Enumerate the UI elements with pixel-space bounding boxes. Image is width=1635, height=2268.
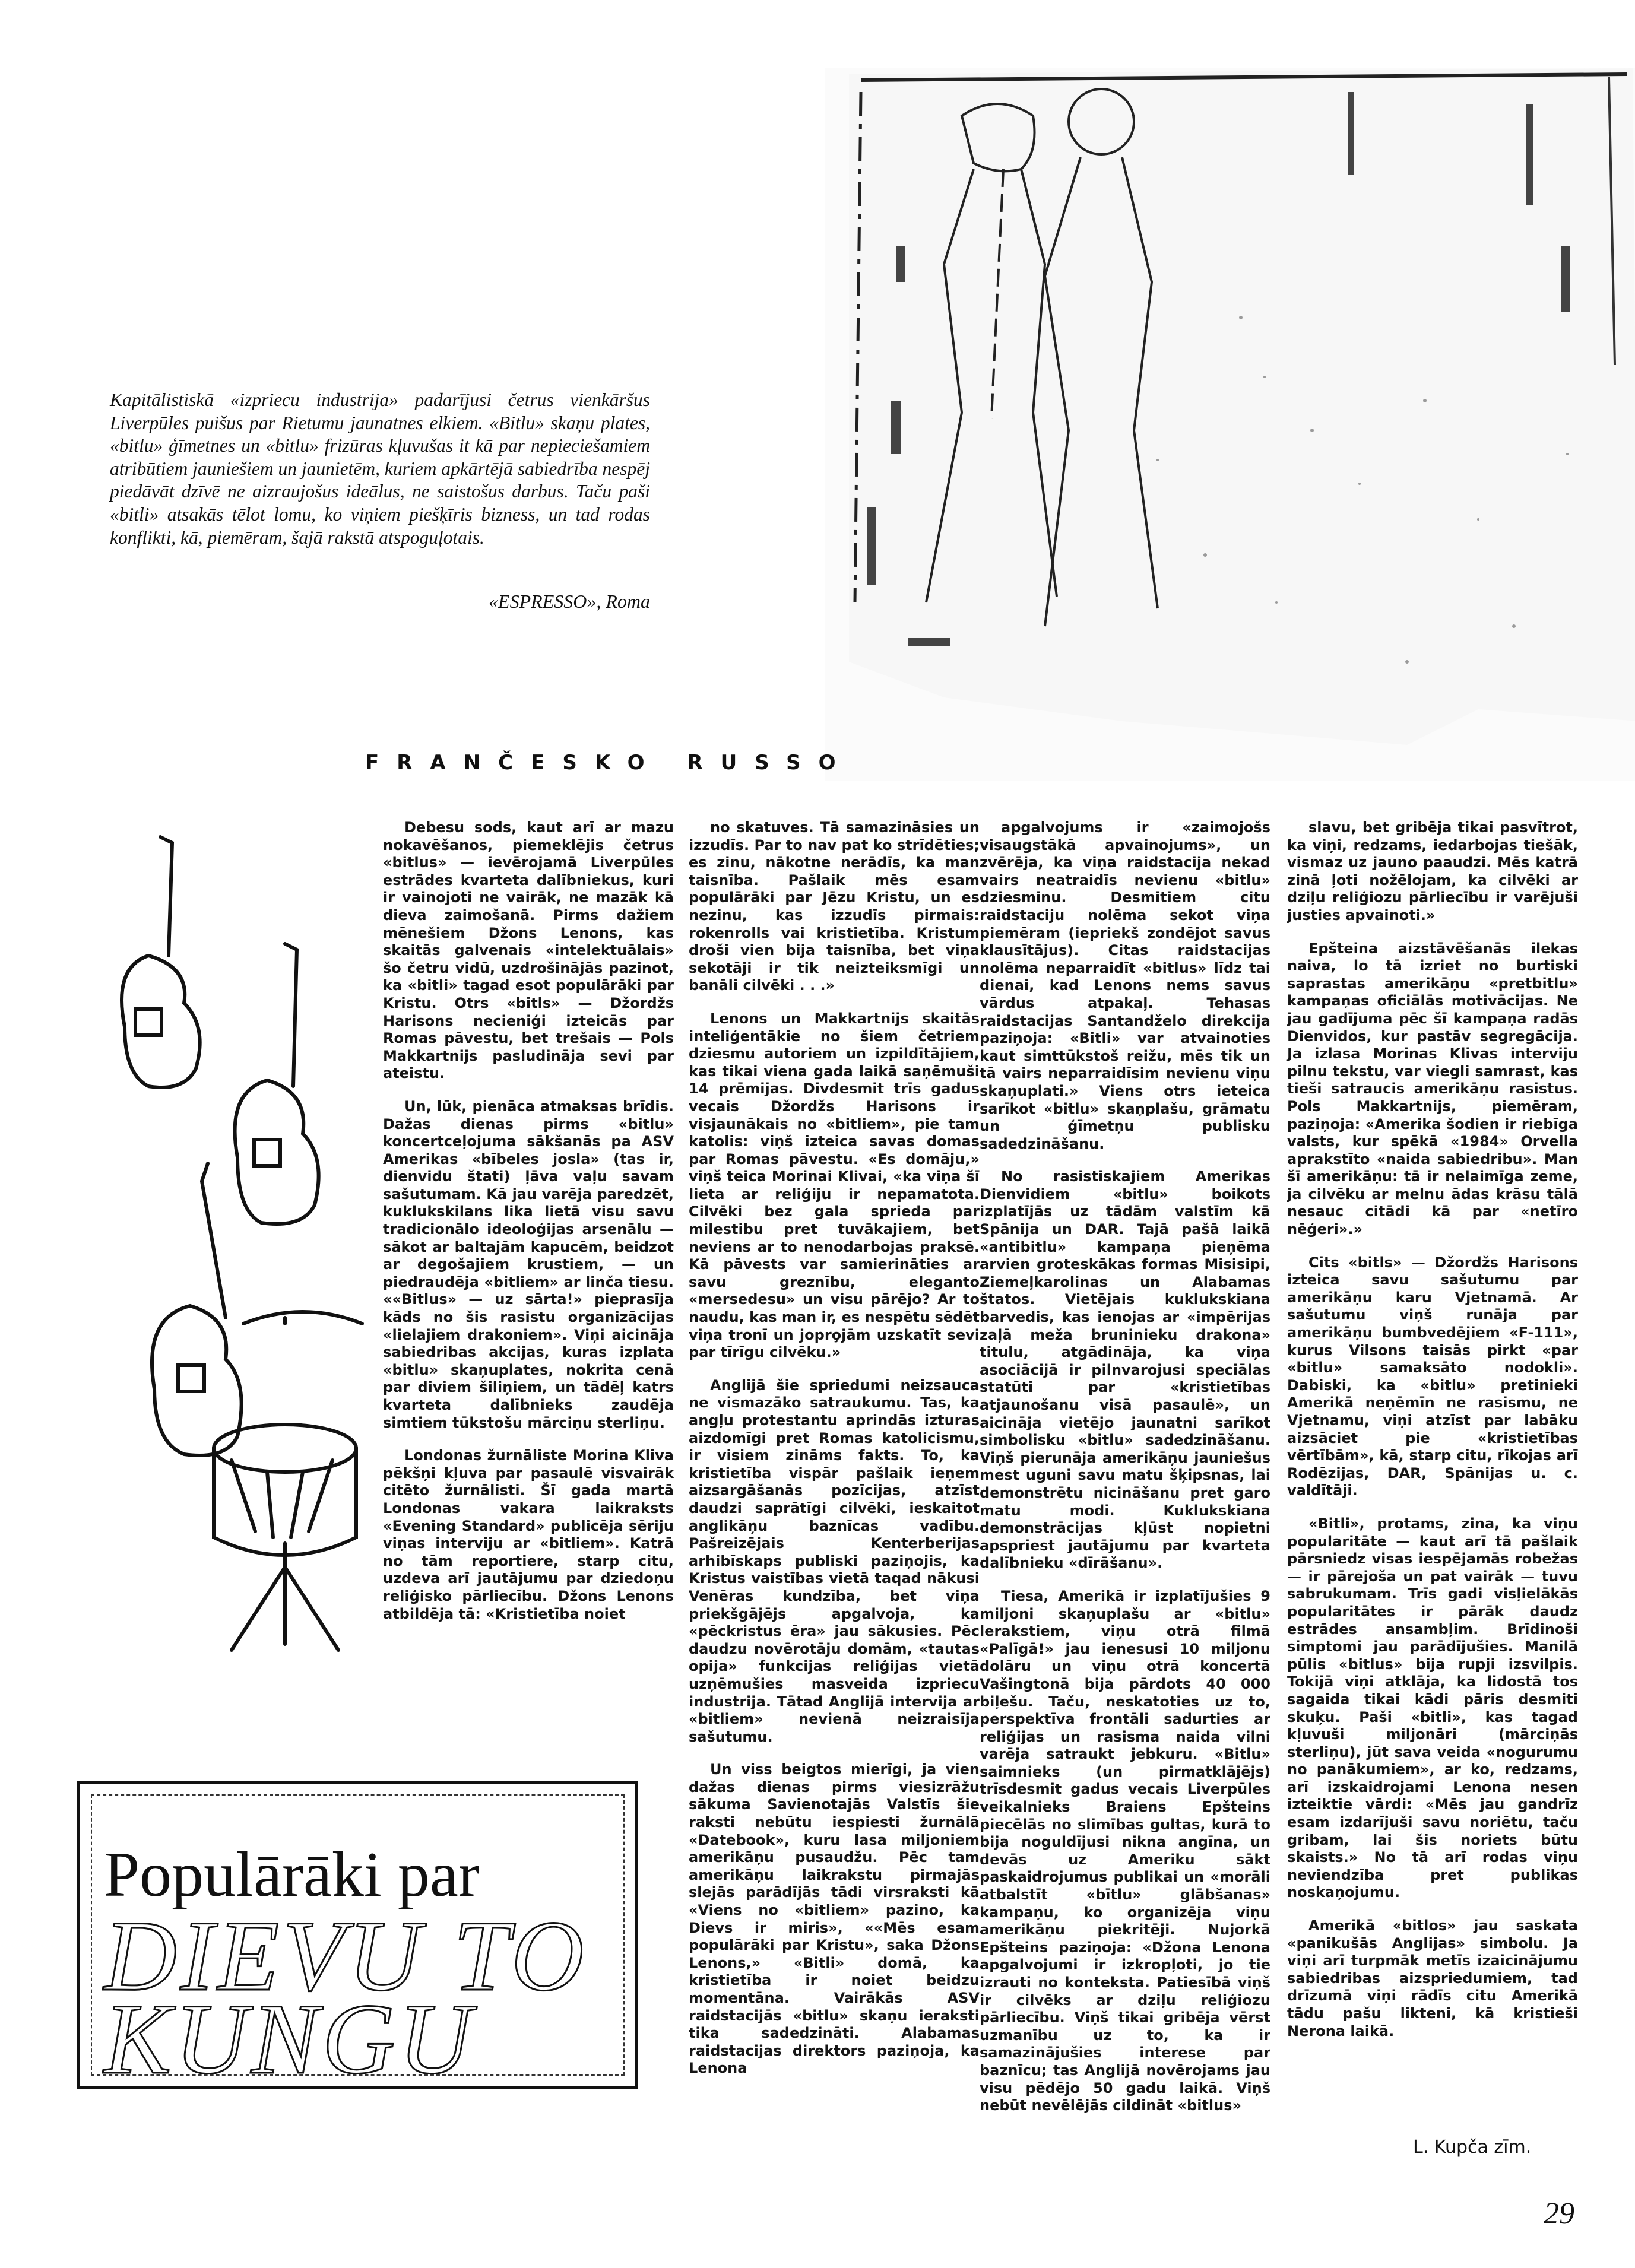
article-column-1: [383, 819, 674, 1623]
paragraph: Un viss beigtos mierīgi, ja vien dažas dienas pirms viesizrāžu sākuma Savienotajās Valstīs šie raksti nebūtu iespiesti žurnālā «Datebook», kuru lasa miljoniem amerikāņu pusaudžu. Pēc tam amerikāņu laikrakstu pirmajās slejās parādījās tādi virsraksti kā «Viens no «bitliem» pazino, ka Dievs ir miris», ««Mēs esam populārāki par Kristu», saka Džons Lenons,» «Bitli» domā, ka kristietība ir noiet beidzu momentāna. Vairākās ASV raidstacijās «bitlu» skaņu ieraksti tika sadedzināti. Alabamas raidstacijas direktors paziņoja, ka Lenona: [689, 1761, 980, 2077]
paragraph: apgalvojums ir «zaimojošs visaugstākā apvainojums», un zvērēja, ka viņa raidstacija nekad vairs neatraidīs nevienu «bitlu» dziesminu. Desmitiem citu raidstaciju nolēma sekot viņa piemēram (iepriekš zondējot savus klausītājus). Citas raidstacijas nolēma neparraidīt «bitlus» līdz tai dienai, kad Lenons nems savus vārdus atpakaļ. Tehasas raidstacijas Santandželo direkcija paziņoja: «Bitli» var atvainoties kaut simttūkstoš reižu, mēs tik un tā vairs neparraidīsim nevienu viņu skaņuplati.» Viens otrs ieteica sarīkot «bitlu» skaņplašu, grāmatu un ģīmetņu publisku sadedzināšanu.: [980, 819, 1270, 1152]
paragraph: Tiesa, Amerikā ir izplatījušies 9 miljoni skaņuplašu ar «bitlu» lerakstiem, viņu otrā filmā «Palīgā!» jau ienesusi 10 miljonu dolāru un viņu otrā koncertā Vašingtonā bija pārdots 40 000 biļešu. Taču, neskatoties uz to, perspektīva frontāli sadurties ar reliģijas un rasisma naida vilni varēja satraukt jebkuru. «Bitlu» saimnieks (un pirmatklājējs) trīsdesmit gadus vecais Liverpūles veikalnieks Braiens Epšteins piecēlās no slimības gultas, kurā to bija noguldījusi nikna angīna, un devās uz Ameriku sākt paskaidrojumus publikai un «morāli atbalstīt «bītlu» glābšanas» kampaņu, ko organizēja viņu amerikāņu piekritēji. Nujorkā Epšteins paziņoja: «Džona Lenona apgalvojumi ir izkropļoti, jo tie izrauti no konteksta. Patiesībā viņš ir cilvēks ar dziļu reliģiozu pārliecību. Viņš tikai gribēja vērst uzmanību uz to, ka ir samazinājušies interese par baznīcu; tas Anglijā novērojams jau visu pēdējo 50 gadu laikā. Viņš nebūt nevēlējās cildināt «bitlus»: [980, 1587, 1270, 2114]
headline-box: [77, 1781, 638, 2095]
article-column-4: [1287, 819, 1578, 2040]
paragraph: Amerikā «bitlos» jau saskata «panikušās Anglijas» simbolu. Ja viņi arī turpmāk metīs izaicinājumu sabiedribas aizspriedumiem, tad drīzumā viņi rādīs citu Amerikā tādu pašu likteni, kā kristieši Nerona laikā.: [1287, 1917, 1578, 2039]
intro-source: «ESPRESSO», Roma: [489, 591, 650, 612]
author-byline: FRANČESKO RUSSO: [365, 751, 854, 775]
paragraph: slavu, bet gribēja tikai pasvītrot, ka viņi, redzams, iedarbojas tiešāk, vismaz uz jauno paaudzi. Mēs katrā zinā ļoti nožēlojam, ka cilvēki ar dziļu reliģiozu pārliecību ir varējuši justies apvainoti.»: [1287, 819, 1578, 924]
article-column-3: [980, 819, 1270, 2115]
illustrator-credit: L. Kupča zīm.: [1413, 2137, 1532, 2158]
page-number: 29: [1544, 2197, 1574, 2231]
guitars-and-drum-drawing: [89, 831, 374, 1662]
headline-frame: [91, 1794, 625, 2095]
headline-line-1: Populārāki par: [104, 1839, 480, 1910]
paragraph: Lenons un Makkartnijs skaitās inteliģentākie no šiem četriem dziesmu autoriem un izpildītājiem, kas tikai viena gada laikā saņēmuši 14 prēmijas. Divdesmit trīs gadus vecais Džordžs Harisons ir visjaunākais no «bitliem», pie tam katolis: viņš izteica savas domas par Romas pāvestu. «Es domāju,» viņš teica Morinai Klivai, «ka viņa šī lieta ar reliģiju ir nepamatota. Cilvēki bez gala sprieda par milestibu pret tuvākajiem, bet neviens ar to nenodarbojas praksē. Kā pāvests var samierināties ar savu greznību, eleganto «mersedesu» un visu pārējo? Ar to naudu, kas man ir, es nespētu sēdēt viņa tronī un jopro̧jām uzskatīt sevi par tīrīgu cilvēku.»: [689, 1010, 980, 1361]
paragraph: Anglijā šie spriedumi neizsauca ne vismazāko satraukumu. Tas, ka angļu protestantu aprindās izturas aizdomīgi pret Romas katolicismu, ir visiem zināms fakts. To, ka kristietība vispār pašlaik ieņem aizsargāšanās pozīcijas, atzīst daudzi saprātīgi cilvēki, ieskaitot anglikāņu baznīcas vadību. Pašreizējais Kenterberijas arhibīskaps publiski paziņojis, ka Kristus vaistības vietā taqad nākusi Venēras kundzība, bet viņa priekšgājējs apgalvoja, ka «pēckristus ēra» jau sākusies. Pēc daudzu novērotāju domām, «tautas opija» funkcijas reliģijas vietā uzņēmušies masveida izpriecu industrija. Tātad Anglijā intervija ar «bitliem» nevienā neizraisīja sašutumu.: [689, 1376, 980, 1745]
paragraph: Cits «bitls» — Džordžs Harisons izteica savu sašutumu par amerikāņu karu Vjetnamā. Ar sašutumu viņš runāja par amerikāņu bumbvedējiem «F-111», kurus Vilsons taisās pirkt «par «bitlu» samaksāto nodokli». Dabiski, ka «bitlu» pretinieki Amerikā neņēmīn ne rasismu, ne Vjetnamu, viņi atzīst par labāku aizsāciet pie «kristietības vērtībām», kā, starp citu, rīkojas arī Rodēzijas, DAR, Spānijas u. c. valdītāji.: [1287, 1254, 1578, 1499]
paragraph: Debesu sods, kaut arī ar mazu nokavēšanos, piemeklējis četrus «bitlus» — ievērojamā Liverpūles estrādes kvarteta dalībniekus, kuri ir vainojoti ne vairāk, ne mazāk kā dieva zaimošanā. Pirms dažiem mēnešiem Džons Lenons, kas skaitās galvenais «intelektuālais» šo četru vidū, uzdrošinājās pazinot, ka «bitli» tagad esot populārāki par Kristu. Otrs «bitls» — Džordžs Harisons necieniģi izteicās par Romas pāvestu, bet trešais — Pols Makkartnijs pasludināja sevi par ateistu.: [383, 819, 674, 1082]
headline-line-2: DIEVU TO KUNGU: [104, 1900, 588, 2095]
paragraph: No rasistiskajiem Amerikas Dienvidiem «bitlu» boikots izplatījās uz tādām valstīm kā Spānija un DAR. Tajā pašā laikā «antibitlu» kampaņa pieņēma arvien groteskākas formas Misisipi, Ziemeļkarolinas un Alabamas štatos. Vietējais kuklukskiana barvedis, kas ienojas ar «impērijas zaļā meža bruninieku drakona» titulu, atgādināja, ka viņa asociācijā ir pilnvarojusi speciālas statūti par «kristietības atjaunošanu visā pasaulē», un aicināja vietējo jaunatni sarīkot simbolisku «bitlu» sadedzināšanu. Viņš pierunāja amerikāņu jauniešus mest uguni savu matu šķipsnas, lai demonstrētu nicināšanu pret garo matu modi. Kuklukskiana demonstrācijas kļūst nopietni apspriest jautājumu par kvarteta dalībnieku «dīrāšanu».: [980, 1168, 1270, 1572]
paragraph: no skatuves. Tā samazināsies un izzudīs. Par to nav pat ko strīdēties; es zinu, nākotne nerādīs, ka man taisnība. Pašlaik mēs esam populārāki par Jēzu Kristu, un es nezinu, kas izzudīs pirmais: rokenrolls vai kristietība. Kristum droši vien bija taisnība, bet viņa sekotāji ir tik neizteiksmīgi un banāli cilvēki . . .»: [689, 819, 980, 994]
paragraph: Un, lūk, pienāca atmaksas brīdis. Dažas dienas pirms «bitlu» koncertceļojuma sākšanās pa ASV Amerikas «bībeles josla» (tas ir, dienvidu štati) ļāva vaļu savam sašutumam. Kā jau varēja paredzēt, kuklukskilans lika lietā visu savu tradicionālo ideoloģijas arsenālu — sākot ar baltajām kapucēm, beidzot ar degošajiem krustiem, — un piedraudēja «bitliem» ar linča tiesu. ««Bitlus» — uz sārta!» pieprasīja kāds no šis rasistu organizācijas «lielajiem drakoniem». Viņi aicināja sabiedribas akcijas, kuras izplata «bitlu» skaņuplates, nokrita cenā par diviem šiliņiem, un tādēļ katrs kvarteta dalībnieks zaudēja simtiem tūkstošu mārciņu sterliņu.: [383, 1097, 674, 1431]
stage-performance-photo: [825, 68, 1635, 781]
paragraph: Epšteina aizstāvēšanās ilekas naiva, lo tā izriet no burtiski saprastas amerikāņu «pretbitlu» kampaņas oficiālās motivācijas. Ne jau gadījuma pēc šī kampaņa radās Dienvidos, kur pastāv segregācija. Ja izlasa Morinas Klivas interviju pilnu tekstu, var viegli samrast, kas tieši satraucis amerikāņu rasistus. Pols Makkartnijs, piemēram, paziņoja: «Amerika šodien ir riebīga valsts, kur spēkā «1984» Orvella aprakstīto «naida sabiedribu». Man šī amerikāņu: tā ir nelaimīga zeme, ja cilvēku ar melnu ādas krāsu tālā nesauc citādi kā par «netīro nēģeri».»: [1287, 940, 1578, 1238]
paragraph: Londonas žurnāliste Morina Kliva pēkšņi kļuva par pasaulē visvairāk citēto žurnālisti. Šī gada martā Londonas vakara laikraksts «Evening Standard» publicēja sēriju viņas interviju ar «bitliem». Katrā no tām reportiere, starp citu, uzdeva arī jautājumu par dziedoņu reliģisko pārliecību. Džons Lenons atbildēja tā: «Kristietība noiet: [383, 1447, 674, 1622]
paragraph: «Bitli», protams, zina, ka viņu popularitāte — kaut arī tā pašlaik pārsniedz visas iespējamās robežas — ir pārejoša un pat vairāk — tuvu sabrukumam. Trīs gadi visļielākās popularitātes ir pārāk daudz estrādes ansambļim. Brīdinoši simptomi jau parādījušies. Manilā pūlis «bitlus» bija rupji izsvilpis. Tokijā viņi atklāja, ka lidostā tos sagaida tikai kādi pāris desmiti skuķu. Paši «bitli», kas tagad kļuvuši miljonāri (mārciņās sterliņu), jūt sava veida «nogurumu no panākumiem», ar ko, redzams, arī izskaidrojami Lenona nesen izteiktie vārdi: «Mēs jau gandrīz esam izdarījuši savu noriētu, taču gribam, lai šis noriets būtu skaists.» No tā arī rodas viņu neviendzība pret publikas noskaņojumu.: [1287, 1515, 1578, 1901]
intro-paragraph: Kapitālistiskā «izpriecu industrija» padarījusi četrus vienkāršus Liverpūles puišus par Rietumu jaunatnes elkiem. «Bitlu» skaņu plates, «bitlu» ģīmetnes un «bitlu» frizūras kļuvušas it kā par nepieciešamiem atribūtiem jauniešiem un jaunietēm, kuriem apkārtējā sabiedrība nespēj piedāvāt dzīvē ne aizraujošus ideālus, ne saistošus darbus. Taču paši «bitli» atsakās tēlot lomu, ko viņiem piešķīris bizness, un tad rodas konflikti, kā, piemēram, šajā rakstā atspoguļotais.: [110, 389, 650, 548]
guitar-icon: [89, 831, 374, 1662]
photo-icon: [825, 68, 1635, 781]
article-column-2: [689, 819, 980, 2077]
